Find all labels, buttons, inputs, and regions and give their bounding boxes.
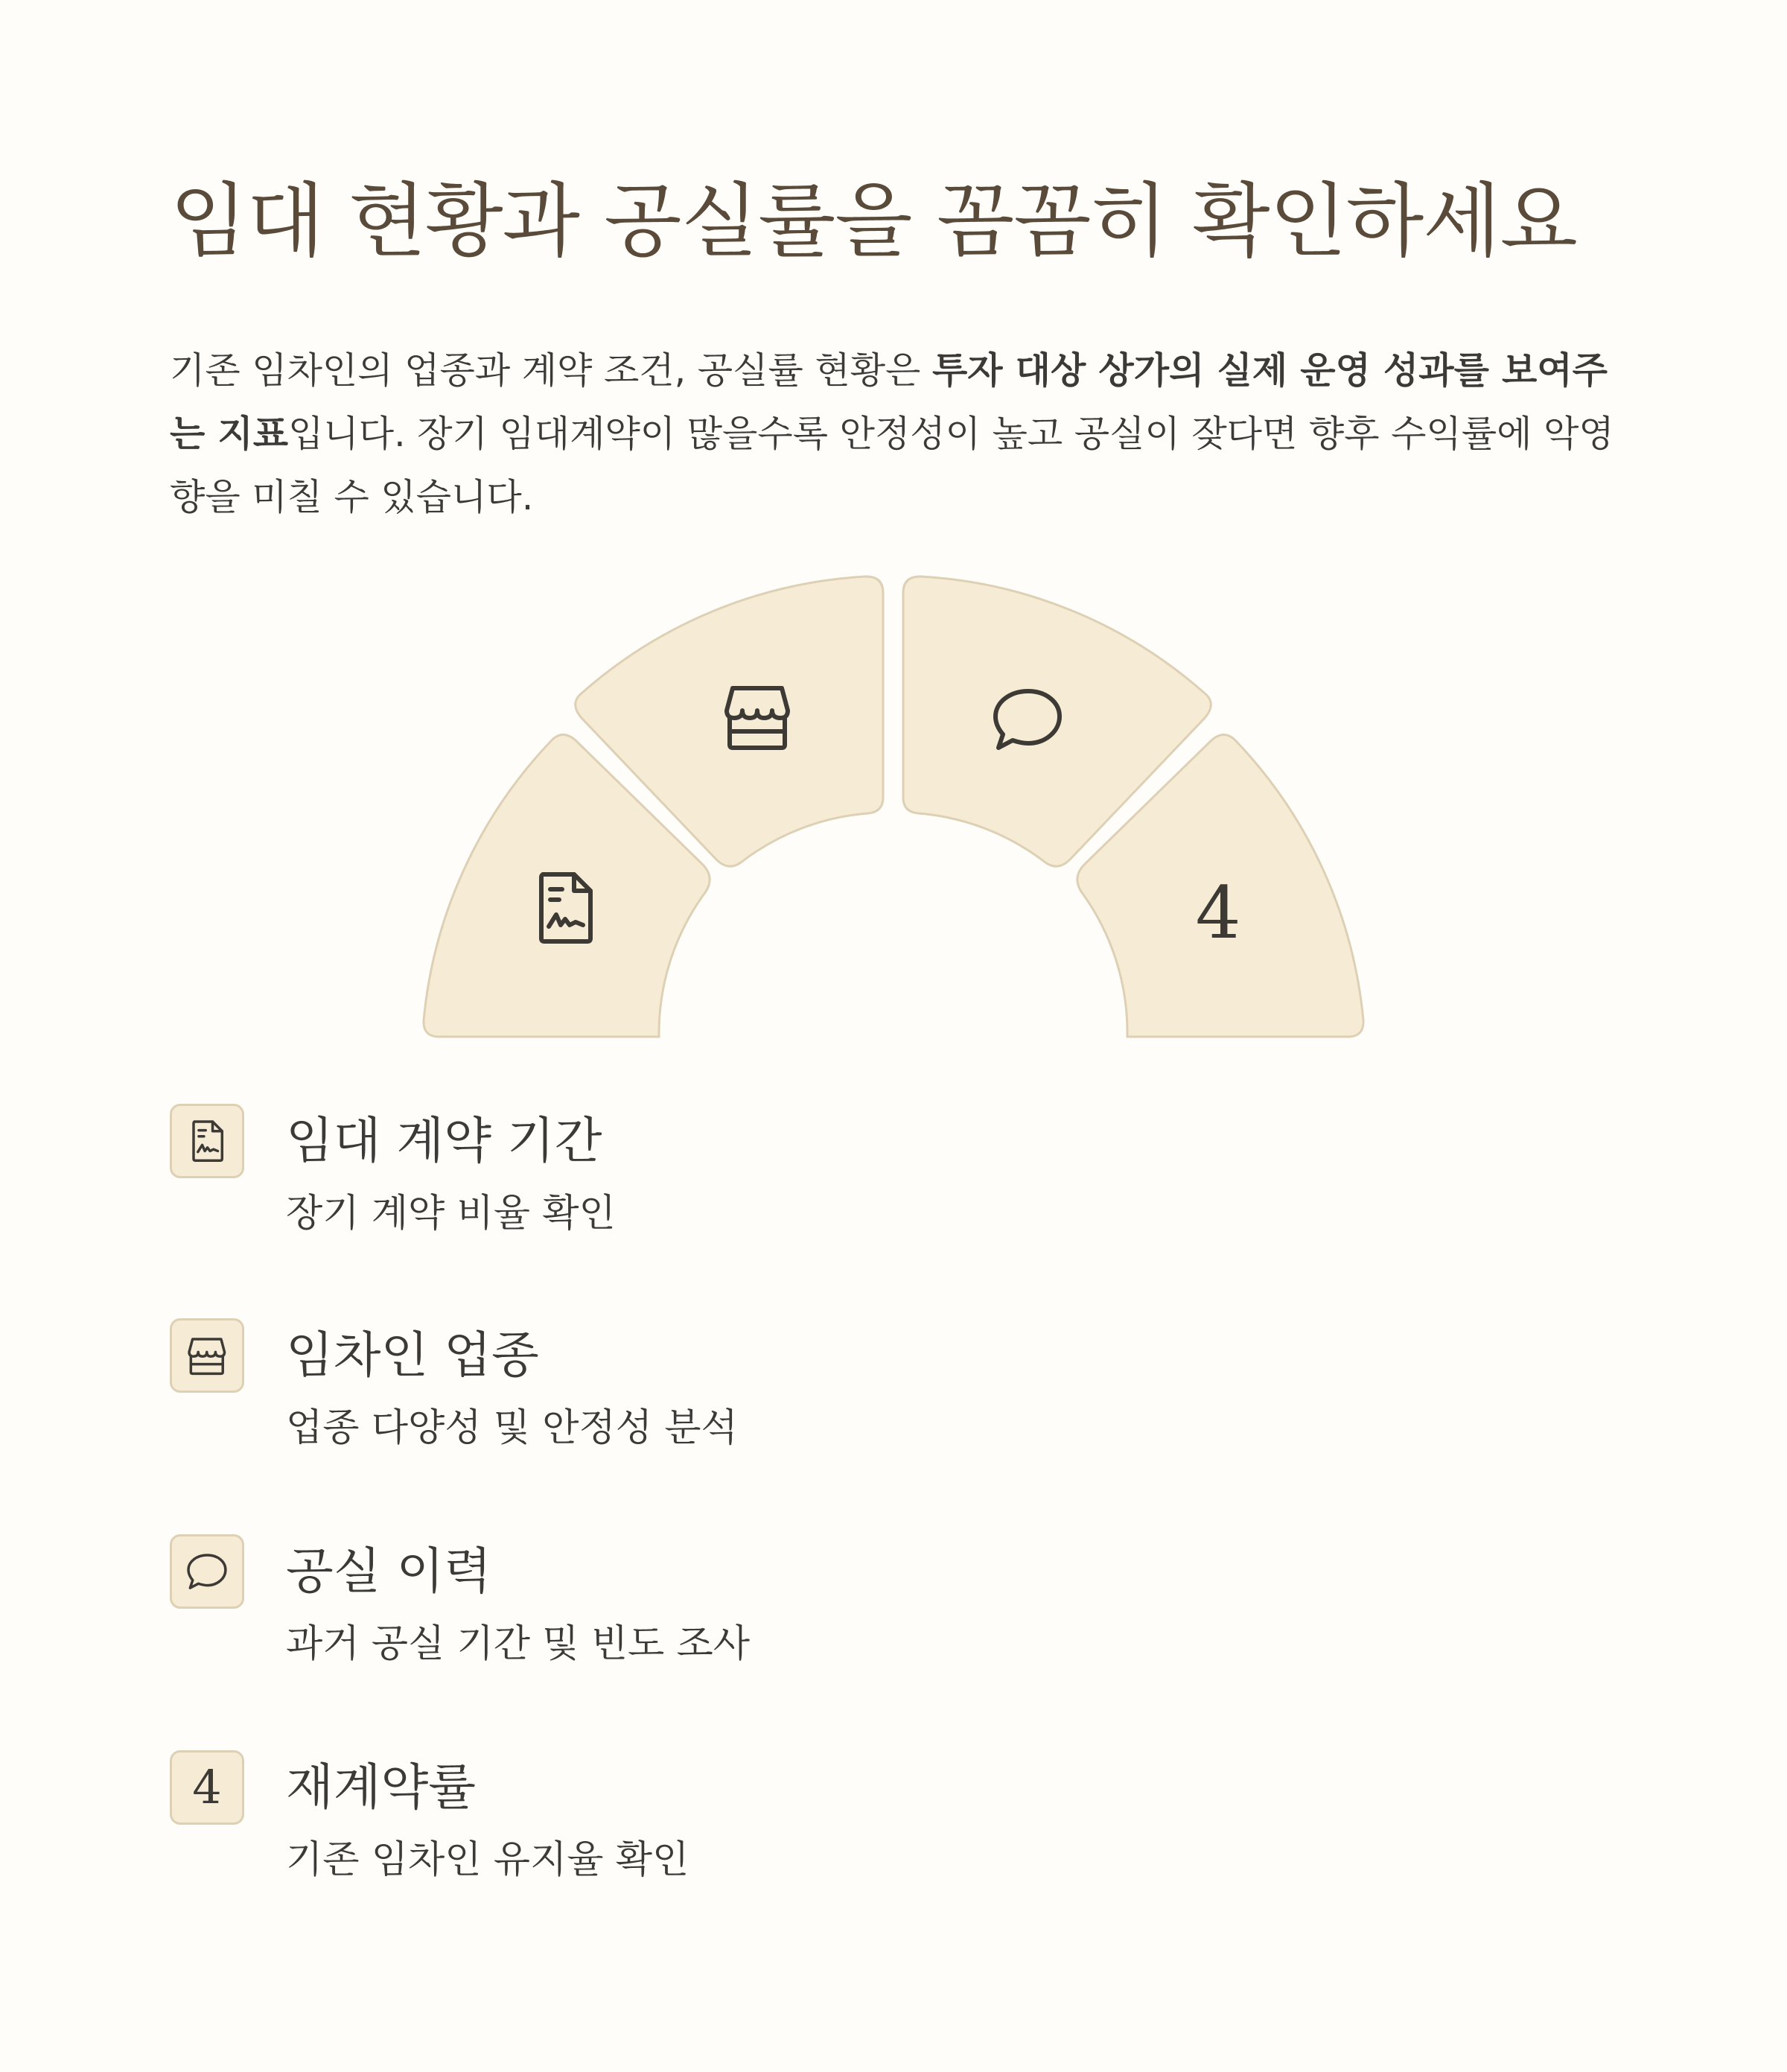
intro-text-after: 입니다. 장기 임대계약이 많을수록 안정성이 높고 공실이 잦다면 향후 수익률에 악영향을 미칠 수 있습니다. (170, 413, 1614, 518)
item-title: 임대 계약 기간 (286, 1112, 602, 1169)
item-badge (170, 1318, 244, 1393)
item-badge (170, 1104, 244, 1178)
document-signature-icon (172, 1106, 242, 1176)
item-badge (170, 1750, 244, 1825)
list-item-contract (170, 1104, 1584, 1253)
list-item-tenant (170, 1318, 1584, 1467)
segment-number: 4 (1195, 871, 1241, 955)
item-description: 장기 계약 비율 확인 (286, 1192, 616, 1236)
item-title: 재계약률 (286, 1758, 477, 1816)
item-title: 임차인 업종 (286, 1326, 539, 1384)
item-badge (170, 1534, 244, 1609)
store-icon (172, 1321, 242, 1391)
item-description: 업종 다양성 및 안정성 분석 (286, 1406, 738, 1450)
intro-text-before: 기존 임차인의 업종과 계약 조건, 공실률 현황은 (170, 349, 932, 392)
list-item-renewal (170, 1750, 1584, 1899)
item-description: 과거 공실 기간 및 빈도 조사 (286, 1622, 750, 1666)
intro-text-bold: 투자 대상 상가의 실제 운영 성과를 보여주는 지표 (170, 349, 1608, 455)
item-title: 공실 이력 (286, 1542, 492, 1600)
page-title: 임대 현황과 공실률을 꼼꼼히 확인하세요 (170, 175, 1577, 268)
item-description: 기존 임차인 유지율 확인 (286, 1838, 689, 1882)
list-item-vacancy (170, 1534, 1584, 1683)
number-icon: 4 (192, 1760, 222, 1814)
speech-bubble-icon (172, 1536, 242, 1607)
